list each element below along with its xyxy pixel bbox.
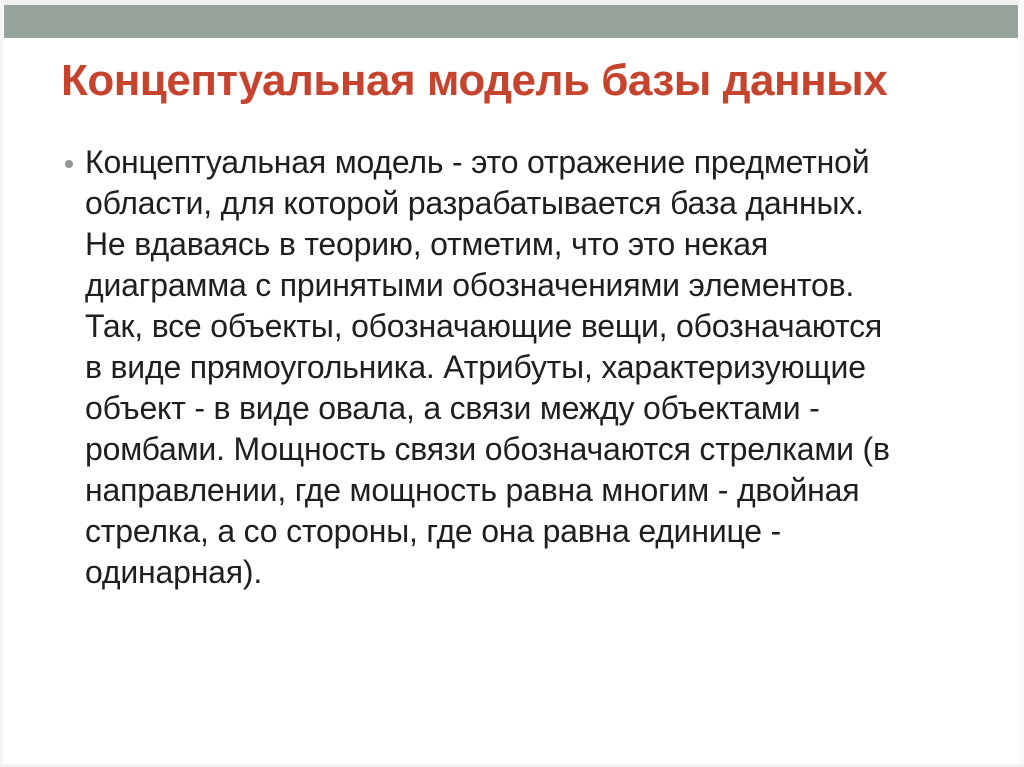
bullet-text-line: ромбами. Мощность связи обозначаются стрелками (в xyxy=(85,431,890,467)
slide-title: Концептуальная модель базы данных xyxy=(61,56,888,105)
bullet-item xyxy=(85,142,963,593)
bullet-dot-icon xyxy=(65,160,73,168)
bullet-text-line: диаграмма с принятыми обозначениями элементов. xyxy=(85,267,855,303)
bullet-text-line: Так, все объекты, обозначающие вещи, обозначаются xyxy=(85,308,883,344)
bullet-text-line: объект - в виде овала, а связи между объектами - xyxy=(85,390,820,426)
header-bar xyxy=(4,5,1018,38)
slide-frame-right xyxy=(1019,0,1024,767)
bullet-text-line: направлении, где мощность равна многим - двойная xyxy=(85,472,860,508)
bullet-text-line: Концептуальная модель - это отражение предметной xyxy=(85,144,870,180)
slide-body xyxy=(63,142,963,593)
bullet-text-line: в виде прямоугольника. Атрибуты, характеризующие xyxy=(85,349,866,385)
bullet-text-line: стрелка, а со стороны, где она равна единице - xyxy=(85,513,782,549)
bullet-text-line: одинарная). xyxy=(85,554,263,590)
bullet-text-line: Не вдаваясь в теорию, отметим, что это некая xyxy=(85,226,769,262)
slide-frame-left xyxy=(0,0,3,767)
bullet-text-line: области, для которой разрабатывается база данных. xyxy=(85,185,864,221)
